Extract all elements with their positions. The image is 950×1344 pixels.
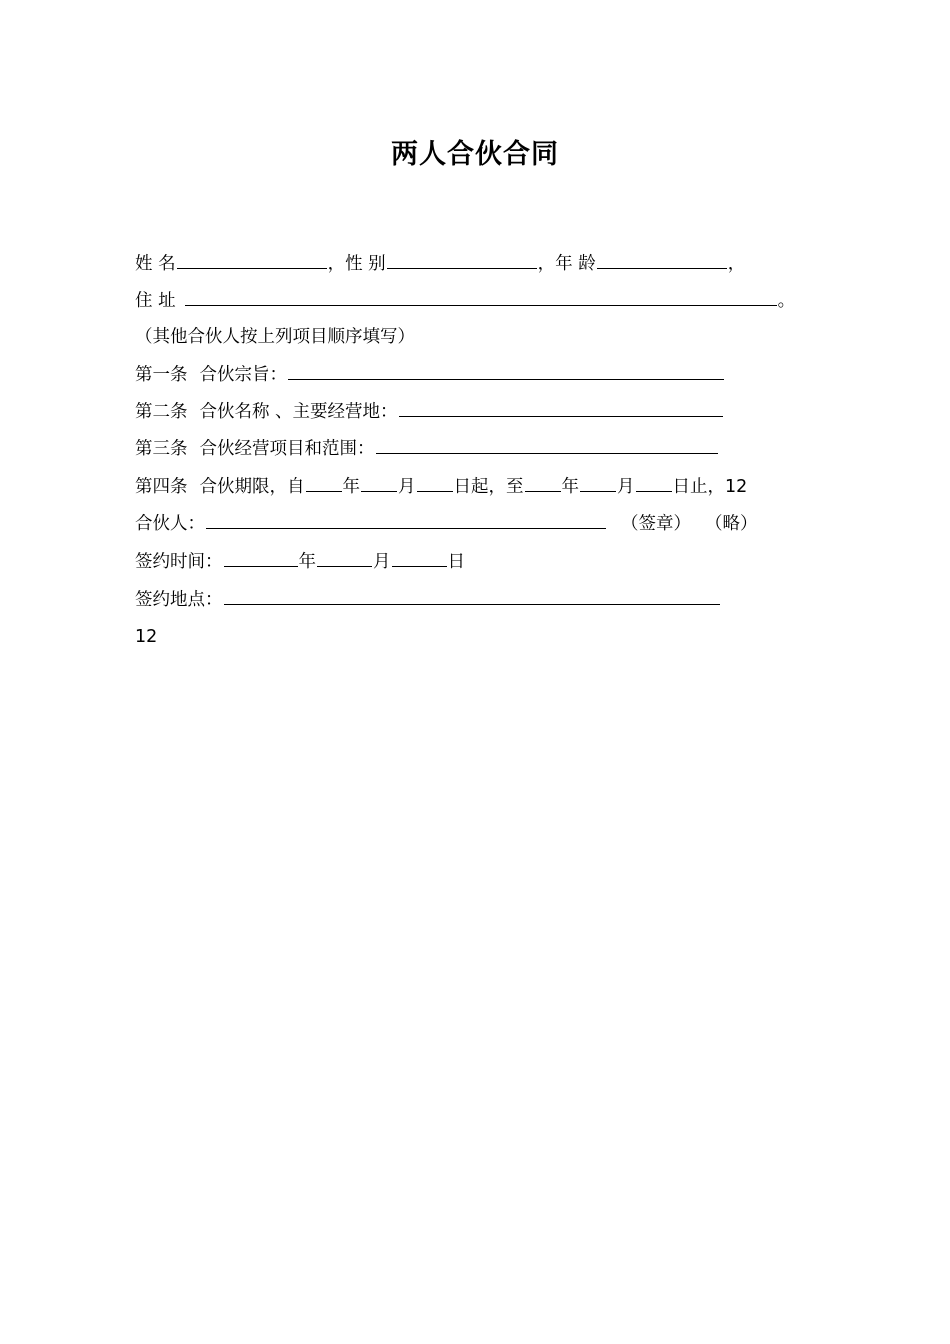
article-2-number: 第二条: [135, 402, 188, 422]
article-3-line: [135, 435, 719, 461]
age-field[interactable]: [597, 250, 727, 269]
article-4-line: [135, 473, 747, 499]
partners-label: 合伙人：: [135, 514, 205, 534]
age-end-punct: ，: [727, 254, 746, 274]
end-day-label: 日止，12: [672, 477, 748, 497]
omitted-label: （略）: [705, 514, 758, 534]
start-day-field[interactable]: [417, 473, 453, 492]
end-year-label: 年: [561, 477, 579, 497]
end-month-label: 月: [617, 477, 635, 497]
address-line: [135, 287, 795, 313]
article-3-number: 第三条: [135, 439, 188, 459]
footer-number: 12: [135, 627, 158, 647]
sign-year-label: 年: [298, 552, 316, 572]
name-and-location-field[interactable]: [399, 398, 723, 417]
partners-line: [135, 510, 758, 536]
article-2-line: [135, 398, 724, 424]
article-1-number: 第一条: [135, 365, 188, 385]
partners-field[interactable]: [206, 510, 606, 529]
article-1-label: 合伙宗旨：: [199, 365, 287, 385]
sign-place-field[interactable]: [224, 586, 720, 605]
sign-day-field[interactable]: [392, 548, 447, 567]
address-field[interactable]: [185, 287, 777, 306]
seal-label: （签章）: [621, 514, 691, 534]
address-end-punct: 。: [777, 291, 796, 311]
start-day-label: 日起，至: [453, 477, 524, 497]
purpose-field[interactable]: [288, 361, 724, 380]
sign-place-line: [135, 586, 721, 612]
end-year-field[interactable]: [525, 473, 561, 492]
start-year-label: 年: [342, 477, 360, 497]
sign-month-label: 月: [373, 552, 391, 572]
article-4-prefix: 合伙期限，自: [199, 477, 305, 497]
sign-time-line: [135, 548, 465, 574]
document-title: 两人合伙合同: [391, 139, 559, 170]
article-3-label: 合伙经营项目和范围：: [199, 439, 375, 459]
article-2-label: 合伙名称 、主要经营地：: [199, 402, 398, 422]
personal-info-line: [135, 250, 745, 276]
article-4-number: 第四条: [135, 477, 188, 497]
start-month-field[interactable]: [361, 473, 397, 492]
sign-day-label: 日: [447, 552, 465, 572]
name-field[interactable]: [177, 250, 327, 269]
note-line: （其他合伙人按上列项目顺序填写）: [135, 327, 415, 347]
sign-month-field[interactable]: [317, 548, 372, 567]
start-year-field[interactable]: [306, 473, 342, 492]
business-scope-field[interactable]: [376, 435, 718, 454]
end-day-field[interactable]: [636, 473, 672, 492]
article-1-line: [135, 361, 725, 387]
gender-field[interactable]: [387, 250, 537, 269]
address-label: 住 址: [135, 291, 176, 311]
gender-label: ，性 别: [327, 254, 386, 274]
end-month-field[interactable]: [580, 473, 616, 492]
name-label: 姓 名: [135, 254, 176, 274]
sign-time-label: 签约时间：: [135, 552, 223, 572]
sign-year-field[interactable]: [224, 548, 298, 567]
start-month-label: 月: [398, 477, 416, 497]
sign-place-label: 签约地点：: [135, 590, 223, 610]
age-label: ，年 龄: [537, 254, 596, 274]
